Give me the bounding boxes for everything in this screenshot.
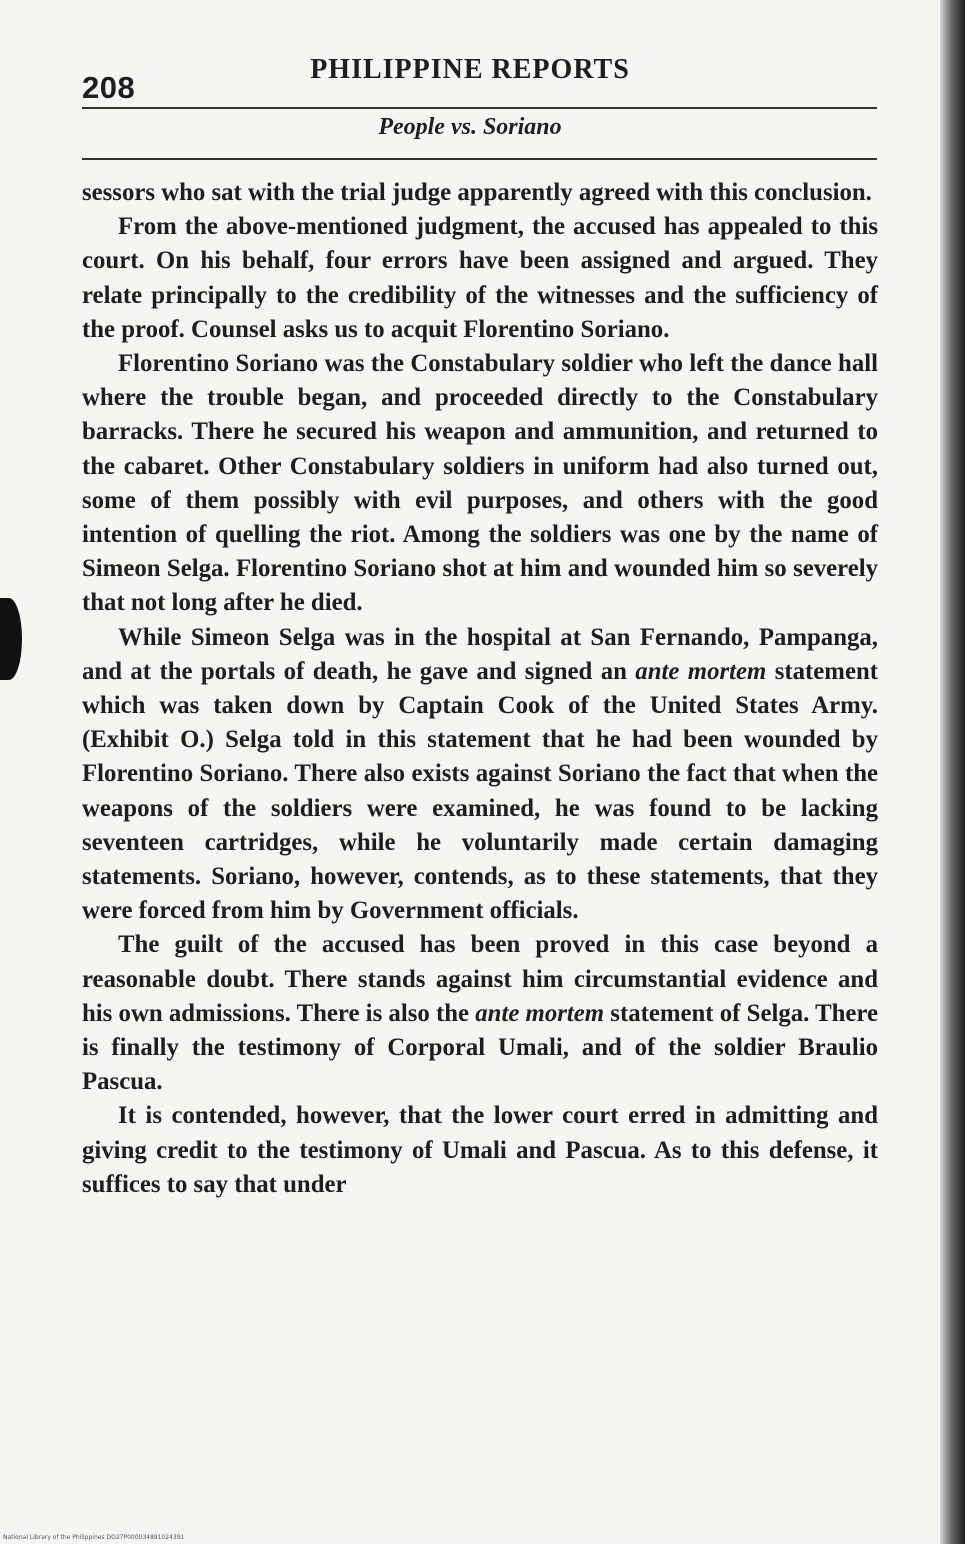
paragraph-text: statement which was taken down by Captain Cook of the United States Army. (Exhibit O.) Selga told in this statement that he had been wounded by Florentino Soriano. There also exists against Soriano the fact that when the weapons of the soldiers were examined, he was found to be lacking seventeen cartridges, while he voluntarily made certain damaging statements. Soriano, however, contends, as to these statements, that they were forced from him by Government officials. <box>82 657 878 925</box>
italic-term: ante mortem <box>635 657 767 685</box>
paragraph: From the above-mentioned judgment, the accused has appealed to this court. On his behalf, four errors have been assigned and argued. They relate principally to the credibility of the witnesses and the sufficiency of the proof. Counsel asks us to acquit Florentino Soriano. <box>82 213 878 343</box>
italic-term: ante mortem <box>475 999 605 1027</box>
body-text <box>82 176 878 1202</box>
paragraph <box>82 621 878 929</box>
header-rule-top <box>82 107 877 109</box>
header-rule-bottom <box>82 158 877 160</box>
paragraph: It is contended, however, that the lower court erred in admitting and giving credit to the testimony of Umali and Pascua. As to this defense, it suffices to say that under <box>82 1102 878 1198</box>
footer-archive-id: National Library of the Philippines DO27P000034891024391 <box>3 1534 185 1541</box>
paragraph: Florentino Soriano was the Constabulary soldier who left the dance hall where the trouble began, and proceeded directly to the Constabulary barracks. There he secured his weapon and ammunition, and returned to the cabaret. Other Constabulary soldiers in uniform had also turned out, some of them possibly with evil purposes, and others with the good intention of quelling the riot. Among the soldiers was one by the name of Simeon Selga. Florentino Soriano shot at him and wounded him so severely that not long after he died. <box>82 350 878 617</box>
paragraph-text: The guilt of the accused has been proved in this case beyond a reasonable doubt. There stands against him circumstantial evidence and his own admissions. There is also the <box>82 931 878 1027</box>
paragraph <box>82 928 878 1099</box>
page-number: 208 <box>82 70 136 105</box>
paragraph-text: statement of Selga. There is finally the testimony of Corporal Umali, and of the soldier Braulio Pascua. <box>82 999 878 1096</box>
page-edge-shadow <box>940 0 965 1544</box>
case-title: People vs. Soriano <box>378 114 562 140</box>
paragraph-text: While Simeon Selga was in the hospital at San Fernando, Pampanga, and at the portals of death, he gave and signed an <box>82 623 878 685</box>
paragraph: sessors who sat with the trial judge apparently agreed with this conclusion. <box>82 179 872 206</box>
running-title: PHILIPPINE REPORTS <box>310 54 630 85</box>
